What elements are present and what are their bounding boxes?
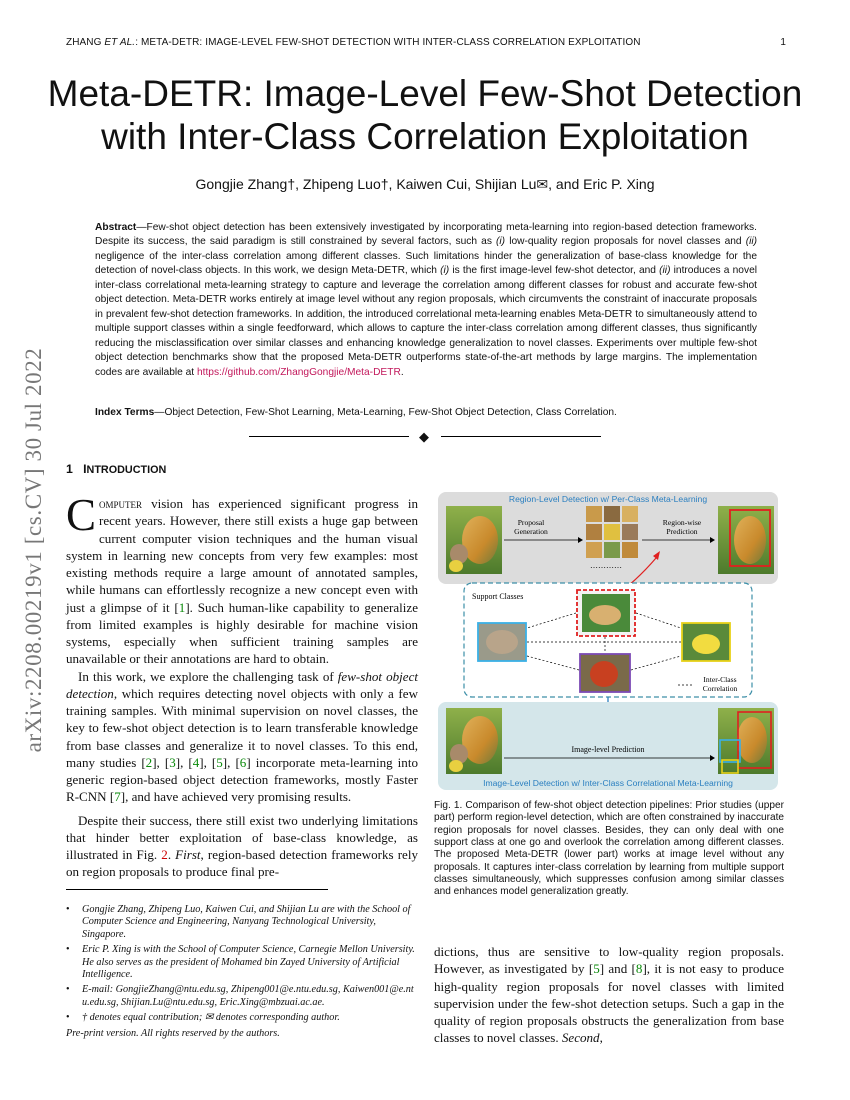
- citation-link[interactable]: 2: [145, 754, 153, 770]
- support-classes-label: Support Classes: [472, 592, 524, 601]
- citation-link[interactable]: 7: [114, 789, 121, 805]
- figure-caption: Fig. 1. Comparison of few-shot object detection pipelines: Prior studies (upper part) perform region-level detection, which are often constrained by inaccurate region proposals for novel classes. Besides, they can only deal with one support class at one go and overlook the correlation among different classes. The proposed Meta-DETR (lower part) works at image level without any proposals. It captures inter-class correlation by learning from multiple support classes simultaneously, which suppresses confusion among similar classes and enhances model generalization greatly.: [434, 800, 784, 898]
- intro-paragraph-1: Computer vision has experienced significant progress in recent years. However, there still exists a huge gap between current computer vision techniques and the human visual system in learning new concepts from very few examples: most existing methods require a large amount of annotated samples, while humans can effortlessly recognize a new concept even with just a glimpse of it [1]. Such human-like capability to generalize from limited examples is highly desirable for machine vision systems, especially when sufficient training samples are unavailable or their annotations are hard to obtain.: [66, 490, 418, 667]
- left-column: [66, 462, 418, 881]
- input-image-bottom: [446, 708, 502, 774]
- top-panel-title: Region-Level Detection w/ Per-Class Meta-Learning: [508, 494, 708, 504]
- intro-paragraph-2: In this work, we explore the challenging task of few-shot object detection, which requires detecting novel objects with only a few training samples. With minimal supervision on novel classes, the key to few-shot object detection is to learn transferable knowledge from base classes and generalize it to novel classes. To this end, many studies [2], [3], [4], [5], [6] incorporate meta-learning into generic region-based object detection frameworks, mostly Faster R-CNN [7], and have achieved very promising results.: [66, 668, 418, 805]
- figure-1: [434, 488, 784, 794]
- output-image-top: [718, 506, 774, 574]
- footnote-affiliation: • Gongjie Zhang, Zhipeng Luo, Kaiwen Cui, and Shijian Lu are with the School of Computer Science and Engineering, Nanyang Technological University, Singapore.: [82, 904, 418, 941]
- author-list: Gongjie Zhang†, Zhipeng Luo†, Kaiwen Cui, Shijian Lu✉, and Eric P. Xing: [195, 176, 655, 192]
- output-image-bottom: [718, 708, 774, 774]
- diamond-icon: ◆: [419, 429, 429, 444]
- right-paragraph: dictions, thus are sensitive to low-quality region proposals. However, as investigated by [5] and [8], it is not easy to produce high-quality region proposals for novel classes with limited supervision under the few-shot detection setups. Such a gap in the quality of region proposals obstructs the generalization from base classes to novel classes. Second,: [434, 944, 784, 1046]
- section-divider: [249, 430, 601, 444]
- support-dog-image: [577, 590, 635, 636]
- title-line-1: Meta-DETR: Image-Level Few-Shot Detection: [47, 73, 803, 114]
- footnote-rule: [66, 889, 328, 890]
- interclass-label: Inter-Class: [703, 675, 737, 684]
- preprint-note: Pre-print version. All rights reserved by the authors.: [66, 1027, 280, 1039]
- page-number: 1: [780, 37, 786, 48]
- citation-link[interactable]: 5: [593, 961, 600, 977]
- footnote-email: • E-mail: GongjieZhang@ntu.edu.sg, Zhipeng001@e.ntu.edu.sg, Kaiwen001@e.ntu.edu.sg, Shijian.Lu@ntu.edu.sg, Eric.Xing@mbzuai.ac.ae.: [82, 984, 418, 1009]
- support-rooster-image: [580, 654, 630, 692]
- input-image-top: [446, 506, 502, 574]
- right-column: [434, 943, 784, 1047]
- citation-link[interactable]: 6: [239, 754, 247, 770]
- citation-link[interactable]: 4: [192, 754, 200, 770]
- footnotes: [66, 904, 418, 1040]
- proposal-ellipsis: …………: [590, 561, 622, 570]
- correlation-label: Correlation: [702, 684, 738, 693]
- index-terms: Index Terms—Object Detection, Few-Shot Learning, Meta-Learning, Few-Shot Object Detection, Class Correlation.: [95, 407, 617, 418]
- citation-link[interactable]: 3: [169, 754, 176, 770]
- support-cat-image: [478, 623, 526, 661]
- citation-link[interactable]: 5: [216, 754, 223, 770]
- generation-label: Generation: [514, 527, 548, 536]
- regionwise-label: Region-wise: [662, 518, 702, 527]
- footnote-contribution: • † denotes equal contribution; ✉ denotes corresponding author.: [82, 1012, 418, 1024]
- citation-link[interactable]: 1: [178, 599, 186, 615]
- support-duck-image: [682, 623, 730, 661]
- proposal-label: Proposal: [517, 518, 545, 527]
- citation-link[interactable]: 8: [635, 961, 643, 977]
- running-title: ZHANG ET AL.: META-DETR: IMAGE-LEVEL FEW-SHOT DETECTION WITH INTER-CLASS CORRELATION EXPLOITATION: [66, 37, 641, 48]
- section-heading: 1 INTRODUCTION: [66, 462, 167, 476]
- arxiv-stamp: arXiv:2208.00219v1 [cs.CV] 30 Jul 2022: [21, 347, 46, 753]
- abstract-label: Abstract: [95, 222, 137, 233]
- intro-paragraph-3: Despite their success, there still exist two underlying limitations that hinder better exploitation of base-class knowledge, as illustrated in Fig. 2. First, region-based detection frameworks rely on region proposals to produce final pre-: [66, 812, 418, 880]
- running-header: [66, 37, 786, 48]
- title-line-2: with Inter-Class Correlation Exploitation: [101, 116, 749, 157]
- image-level-prediction-label: Image-level Prediction: [571, 745, 645, 754]
- dropcap: C: [66, 490, 97, 540]
- footnote-affiliation-2: • Eric P. Xing is with the School of Computer Science, Carnegie Mellon University. He also serves as the president of Mohamed bin Zayed University of Artificial Intelligence.: [82, 944, 418, 981]
- abstract: Abstract—Few-shot object detection has been extensively investigated by incorporating meta-learning into region-based detection frameworks. Despite its success, the said paradigm is still constrained by several factors, such as (i) low-quality region proposals for novel classes and (ii) negligence of the inter-class correlation among different classes. Such limitations hinder the generalization of base-class knowledge for the detection of novel-class objects. In this work, we design Meta-DETR, which (i) is the first image-level few-shot detector, and (ii) introduces a novel inter-class correlational meta-learning strategy to capture and leverage the correlation among different classes for robust and accurate few-shot object detection. Meta-DETR works entirely at image level without any region proposals, which circumvents the constraint of inaccurate proposals in prevalent few-shot detection frameworks. In addition, the introduced correlational meta-learning enables Meta-DETR to simultaneously attend to multiple support classes within a single feedforward, which allows to capture the inter-class correlation among different classes, thus significantly reducing the misclassification over similar classes and enhancing knowledge generalization to novel classes. Experiments over multiple few-shot object detection benchmarks show that the proposed Meta-DETR outperforms state-of-the-art methods by large margins. The implementation codes are available at https://github.com/ZhangGongjie/Meta-DETR.: [95, 222, 757, 378]
- proposal-grid: [586, 506, 638, 558]
- figure-link[interactable]: 2: [161, 847, 168, 862]
- code-link[interactable]: https://github.com/ZhangGongjie/Meta-DETR: [196, 366, 401, 378]
- paper-title: [40, 72, 810, 158]
- bottom-panel-title: Image-Level Detection w/ Inter-Class Correlational Meta-Learning: [483, 778, 733, 788]
- prediction-label: Prediction: [666, 527, 698, 536]
